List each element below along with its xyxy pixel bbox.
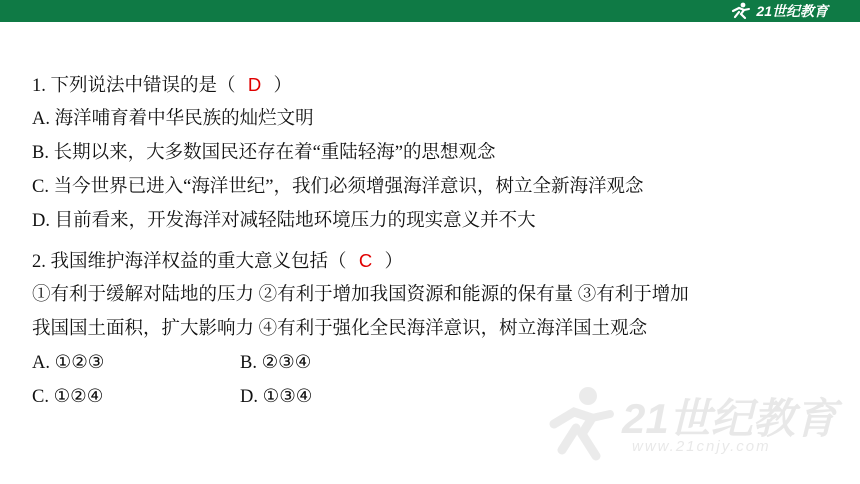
- question-2-answer: C: [358, 250, 373, 271]
- question-2-stem: [32, 244, 832, 278]
- question-1-stem: [32, 68, 832, 102]
- question-1-option-c: C. 当今世界已进入“海洋世纪”，我们必须增强海洋意识，树立全新海洋观念: [32, 177, 644, 197]
- question-2-option-b: B. ②③④: [240, 353, 312, 373]
- question-1-stem-end: ）: [273, 76, 293, 96]
- brand-logo: [730, 1, 828, 21]
- question-1-answer: D: [247, 74, 262, 95]
- question-content: [32, 68, 832, 414]
- question-2-option-d: D. ①③④: [240, 387, 313, 407]
- question-1-option-d: D. 目前看来，开发海洋对减轻陆地环境压力的现实意义并不大: [32, 211, 536, 231]
- question-1-option-b: B. 长期以来，大多数国民还存在着“重陆轻海”的思想观念: [32, 143, 496, 163]
- logo-text: 21世纪教育: [756, 3, 828, 19]
- question-2-options-row-2: [32, 380, 832, 414]
- question-2-text: 2. 我国维护海洋权益的重大意义包括（: [32, 252, 347, 272]
- watermark-url: www.21cnjy.com: [632, 438, 771, 455]
- watermark-text: 21世纪教育: [622, 395, 837, 442]
- runner-logo-icon: [730, 2, 752, 20]
- question-2-statements-line-1: ①有利于缓解对陆地的压力 ②有利于增加我国资源和能源的保有量 ③有利于增加: [32, 285, 689, 305]
- question-2-options-row-1: [32, 346, 832, 380]
- question-2-option-c: C. ①②④: [32, 387, 104, 407]
- question-2-stem-end: ）: [384, 252, 404, 272]
- question-1-option-a: A. 海洋哺育着中华民族的灿烂文明: [32, 109, 314, 129]
- top-banner: [0, 0, 860, 22]
- question-2-option-a: A. ①②③: [32, 353, 105, 373]
- question-2-statements-line-2: 我国国土面积，扩大影响力 ④有利于强化全民海洋意识，树立海洋国土观念: [32, 319, 648, 339]
- question-1-text: 1. 下列说法中错误的是（: [32, 76, 236, 96]
